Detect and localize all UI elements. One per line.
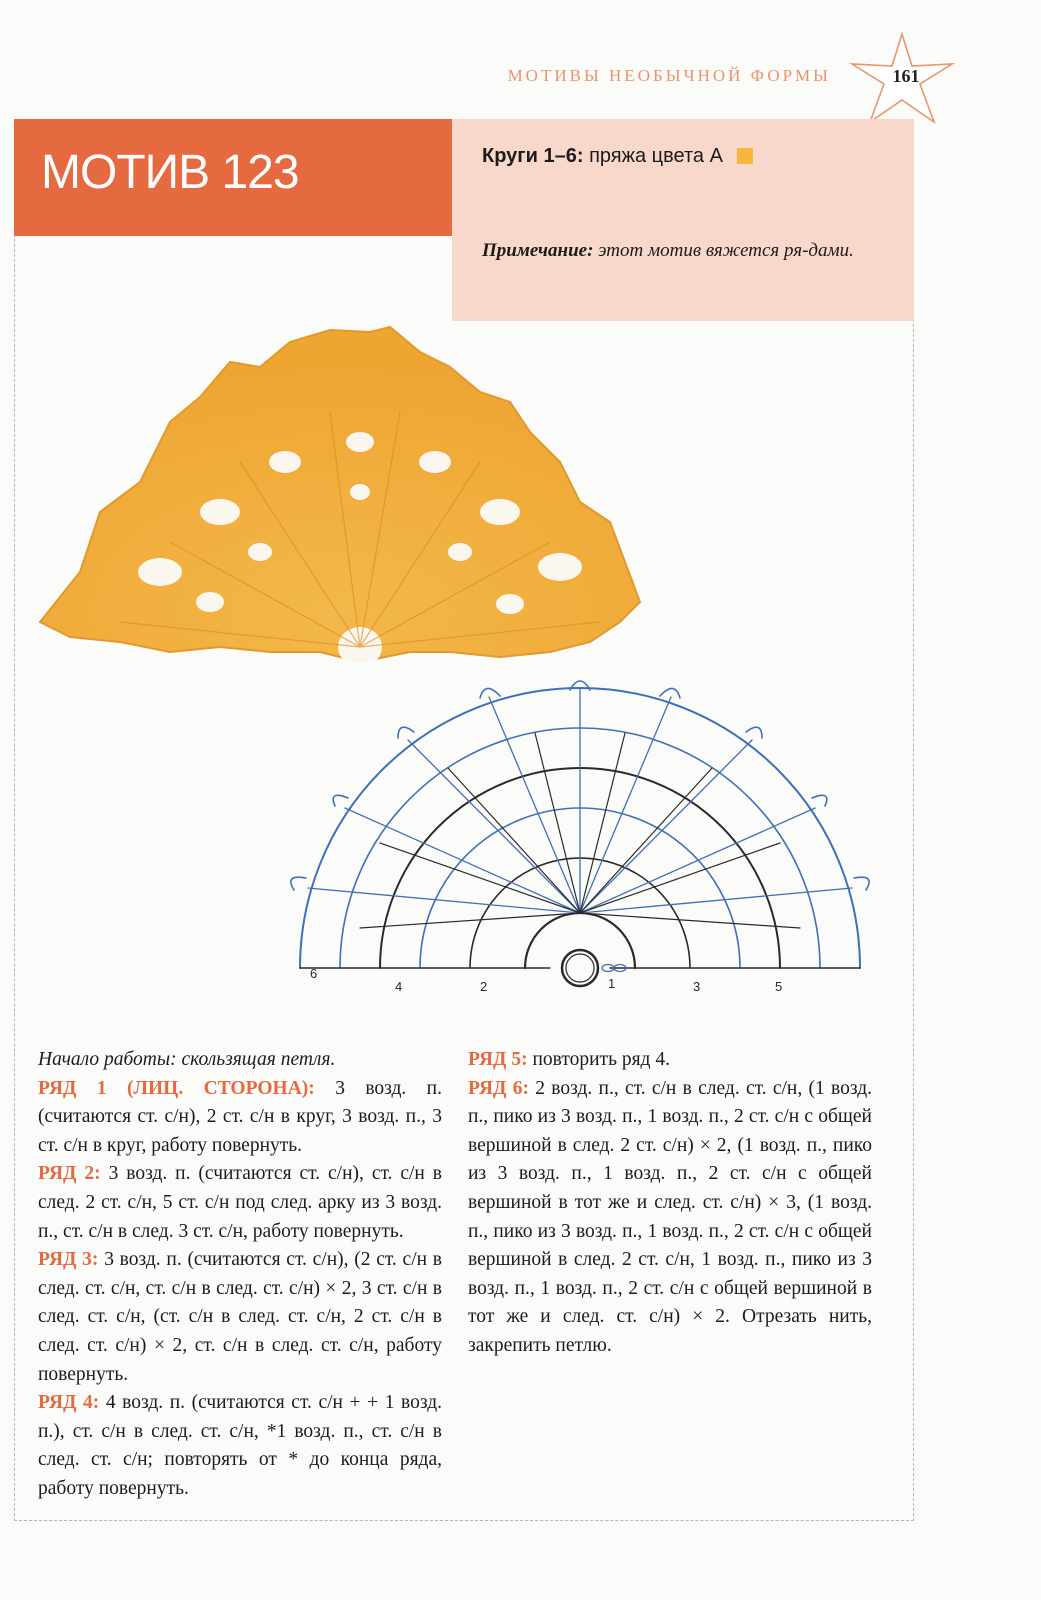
- motif-photo: [30, 322, 670, 682]
- row-4-label: РЯД 4:: [38, 1392, 100, 1414]
- row-5: [468, 1046, 872, 1075]
- motif-title: МОТИВ 123: [41, 146, 299, 199]
- row-2: [38, 1160, 442, 1246]
- row-2-label: РЯД 2:: [38, 1163, 101, 1185]
- chart-label-2: 2: [480, 979, 488, 994]
- row-4-text: 4 возд. п. (считаются ст. с/н + + 1 возд. п.), ст. с/н в след. ст. с/н, *1 возд. п., ст. с/н в след. ст. с/н; повторять от * до конца ряда, работу повернуть.: [38, 1392, 442, 1499]
- row-3-text: 3 возд. п. (считаются ст. с/н), (2 ст. с/н в след. ст. с/н, ст. с/н в след. ст. с/н) × 2, 3 ст. с/н в след. ст. с/н, (ст. с/н в след. ст. с/н, 2 ст. с/н в след. ст. с/н) × 2, ст. с/н в след. ст. с/н, работу повернуть.: [38, 1249, 443, 1385]
- row-6-label: РЯД 6:: [468, 1077, 529, 1099]
- row-1: [38, 1075, 442, 1161]
- row-3-label: РЯД 3:: [38, 1249, 99, 1271]
- yarn-text: пряжа цвета А: [589, 145, 723, 167]
- note-label: Примечание:: [482, 240, 594, 261]
- instructions-right: [468, 1046, 872, 1361]
- crochet-chart: [280, 678, 880, 1008]
- chart-label-5: 5: [775, 979, 783, 994]
- yarn-label: Круги 1–6:: [482, 145, 584, 167]
- row-1-text: 3 возд. п. (считаются ст. с/н), 2 ст. с/н в круг, 3 возд. п., 3 ст. с/н в круг, работу повернуть.: [38, 1077, 442, 1156]
- row-6: [468, 1075, 872, 1361]
- instructions-left: [38, 1046, 442, 1504]
- yarn-line: [482, 145, 753, 168]
- row-5-label: РЯД 5:: [468, 1049, 528, 1070]
- note-text: этот мотив вяжется ря-дами.: [598, 240, 854, 261]
- running-head: МОТИВЫ НЕОБЫЧНОЙ ФОРМЫ: [507, 66, 831, 85]
- start-note: Начало работы: скользящая петля.: [38, 1049, 336, 1070]
- chart-label-1: 1: [608, 976, 616, 991]
- row-6-text: 2 возд. п., ст. с/н в след. ст. с/н, (1 возд. п., пико из 3 возд. п., 1 возд. п., 2 ст. с/н с общей вершиной в след. 2 ст. с/н) × 2, (1 возд. п., пико из 3 возд. п., 1 возд. п., 2 ст. с/н с общей вершиной в тот же и след. ст. с/н) × 3, (1 возд. п., пико из 3 возд. п., 1 возд. п., 2 ст. с/н с общей вершиной в след. 2 ст. с/н, 1 возд. п., пико из 3 возд. п., 1 возд. п., 2 ст. с/н с общей вершиной в тот же и след. ст. с/н) × 2. Отрезать нить, закрепить петлю.: [468, 1077, 872, 1356]
- info-block: [452, 119, 914, 321]
- row-2-text: 3 возд. п. (считаются ст. с/н), ст. с/н в след. 2 ст. с/н, 5 ст. с/н под след. арку из 3 возд. п., ст. с/н в след. 3 ст. с/н, работу повернуть.: [38, 1163, 443, 1242]
- row-5-text: повторить ряд 4.: [532, 1049, 670, 1070]
- row-4: [38, 1389, 442, 1503]
- page-number: 161: [892, 66, 920, 86]
- yarn-swatch-icon: [737, 148, 753, 164]
- title-block: [14, 119, 452, 236]
- chart-label-6: 6: [310, 966, 318, 981]
- row-3: [38, 1246, 442, 1389]
- chart-label-4: 4: [395, 979, 403, 994]
- chart-label-3: 3: [693, 979, 701, 994]
- row-1-label: РЯД 1 (ЛИЦ. СТОРОНА):: [38, 1077, 315, 1099]
- note: [482, 237, 894, 265]
